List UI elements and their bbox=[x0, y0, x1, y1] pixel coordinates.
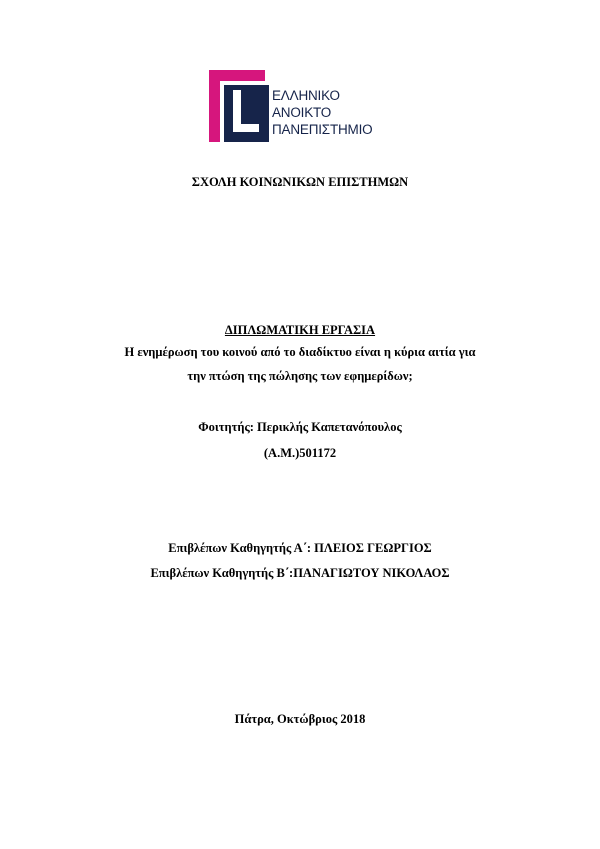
university-emblem-icon bbox=[209, 70, 269, 142]
student-id: (Α.Μ.)501172 bbox=[263, 446, 337, 460]
thesis-title-line-2: την πτώση της πώλησης των εφημερίδων; bbox=[187, 369, 413, 383]
thesis-label: ΔΙΠΛΩΜΑΤΙΚΗ ΕΡΓΑΣΙΑ bbox=[224, 323, 376, 337]
logo-wordmark bbox=[272, 87, 372, 138]
logo-line-1: ΕΛΛΗΝΙΚΟ bbox=[272, 88, 340, 103]
logo-line-3: ΠΑΝΕΠΙΣΤΗΜΙΟ bbox=[272, 122, 373, 137]
supervisor-a: Επιβλέπων Καθηγητής Α΄: ΠΛΕΙΟΣ ΓΕΩΡΓΙΟΣ bbox=[168, 541, 432, 555]
thesis-title-line-1: Η ενημέρωση του κοινού από το διαδίκτυο είναι η κύρια αιτία για bbox=[124, 345, 476, 359]
place-date: Πάτρα, Οκτώβριος 2018 bbox=[234, 712, 366, 726]
student-name: Φοιτητής: Περικλής Καπετανόπουλος bbox=[198, 420, 402, 434]
school-name: ΣΧΟΛΗ ΚΟΙΝΩΝΙΚΩΝ ΕΠΙΣΤΗΜΩΝ bbox=[191, 175, 409, 189]
supervisor-b: Επιβλέπων Καθηγητής Β΄:ΠΑΝΑΓΙΩΤΟΥ ΝΙΚΟΛΑΟΣ bbox=[150, 566, 450, 580]
logo-line-2: ΑΝΟΙΚΤΟ bbox=[272, 105, 332, 120]
university-logo bbox=[209, 70, 399, 142]
